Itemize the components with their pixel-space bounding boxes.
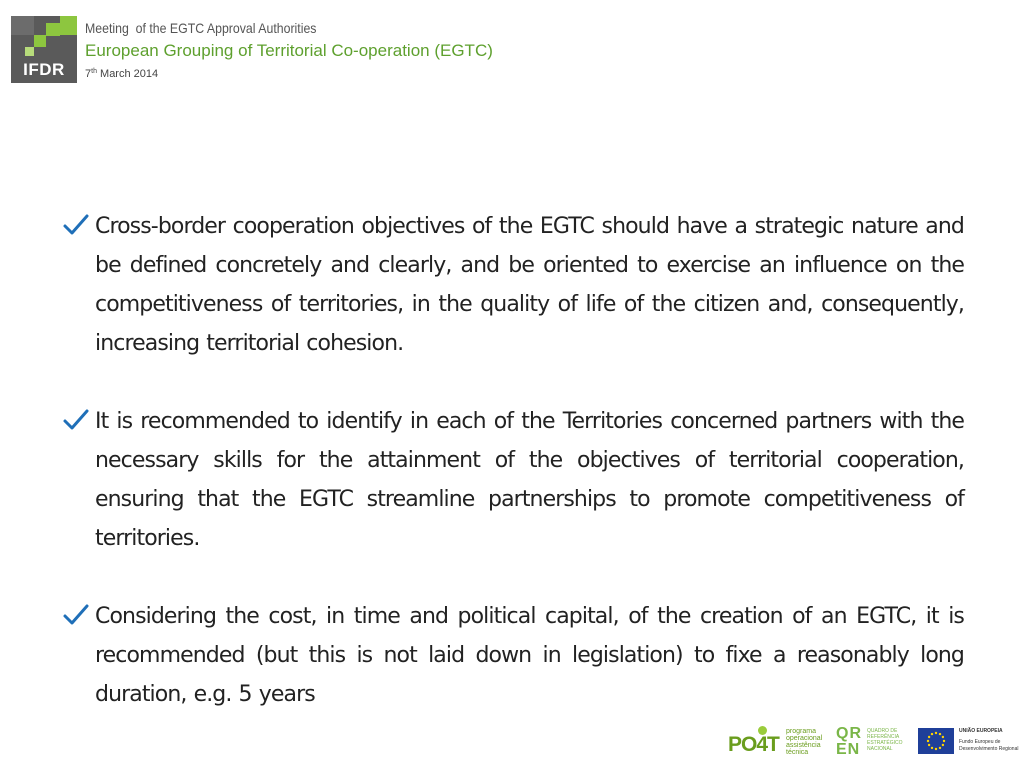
logo-block: [34, 35, 46, 47]
qren-mark: QR EN: [836, 725, 862, 758]
bullet-item: [62, 402, 964, 558]
bullet-text: Cross-border cooperation objectives of the EGTC should have a strategic nature and be defined concretely and clearly, and be oriented to exercise an influence on the competitiveness of territories, in the quality of life of the citizen and, consequently, increasing territorial cohesion.: [95, 214, 964, 356]
bullet-text: It is recommended to identify in each of the Territories concerned partners with the necessary skills for the attainment of the objectives of territorial cooperation, ensuring that the EGTC streamline partnerships to promote competitiveness of territories.: [95, 409, 964, 551]
eu-title: UNIÃO EUROPEIA: [959, 728, 1003, 734]
presentation-date: [85, 68, 158, 80]
date-suffix: th: [91, 68, 97, 75]
checkmark-icon: [62, 211, 90, 239]
bullet-item: [62, 597, 964, 714]
bullet-list: [62, 207, 964, 753]
eu-text: [959, 728, 1019, 753]
checkmark-icon: [62, 406, 90, 434]
logo-block: [60, 16, 77, 35]
eu-flag-icon: [918, 728, 954, 754]
date-rest: March 2014: [96, 68, 159, 80]
logo-block: [25, 47, 34, 56]
meeting-title: Meeting of the EGTC Approval Authorities: [85, 20, 317, 36]
poat-mark: PO4T: [728, 733, 779, 756]
logo-block: [11, 16, 34, 35]
qren-logo: [836, 726, 908, 760]
bullet-text: Considering the cost, in time and political capital, of the creation of an EGTC, it is recommended (but this is not laid down in legislation) to fixe a reasonably long duration, e.g. 5 years: [95, 604, 964, 707]
date-day: 7: [85, 68, 92, 80]
ifdr-logo: [11, 16, 77, 83]
logo-text: IFDR: [23, 60, 65, 79]
eu-stars: [918, 728, 954, 754]
poat-logo: [728, 726, 824, 760]
checkmark-icon: [62, 601, 90, 629]
eu-logo: [918, 728, 1018, 758]
poat-text: programa operacional assistência técnica: [786, 728, 823, 756]
eu-fund: Fundo Europeu de Desenvolvimento Regional: [959, 739, 1019, 752]
qren-text: QUADRO DE REFERÊNCIA ESTRATÉGICO NACIONAL: [867, 728, 903, 752]
presentation-title: European Grouping of Territorial Co-operation (EGTC): [85, 41, 493, 60]
bullet-item: [62, 207, 964, 363]
logo-block: [46, 23, 60, 36]
